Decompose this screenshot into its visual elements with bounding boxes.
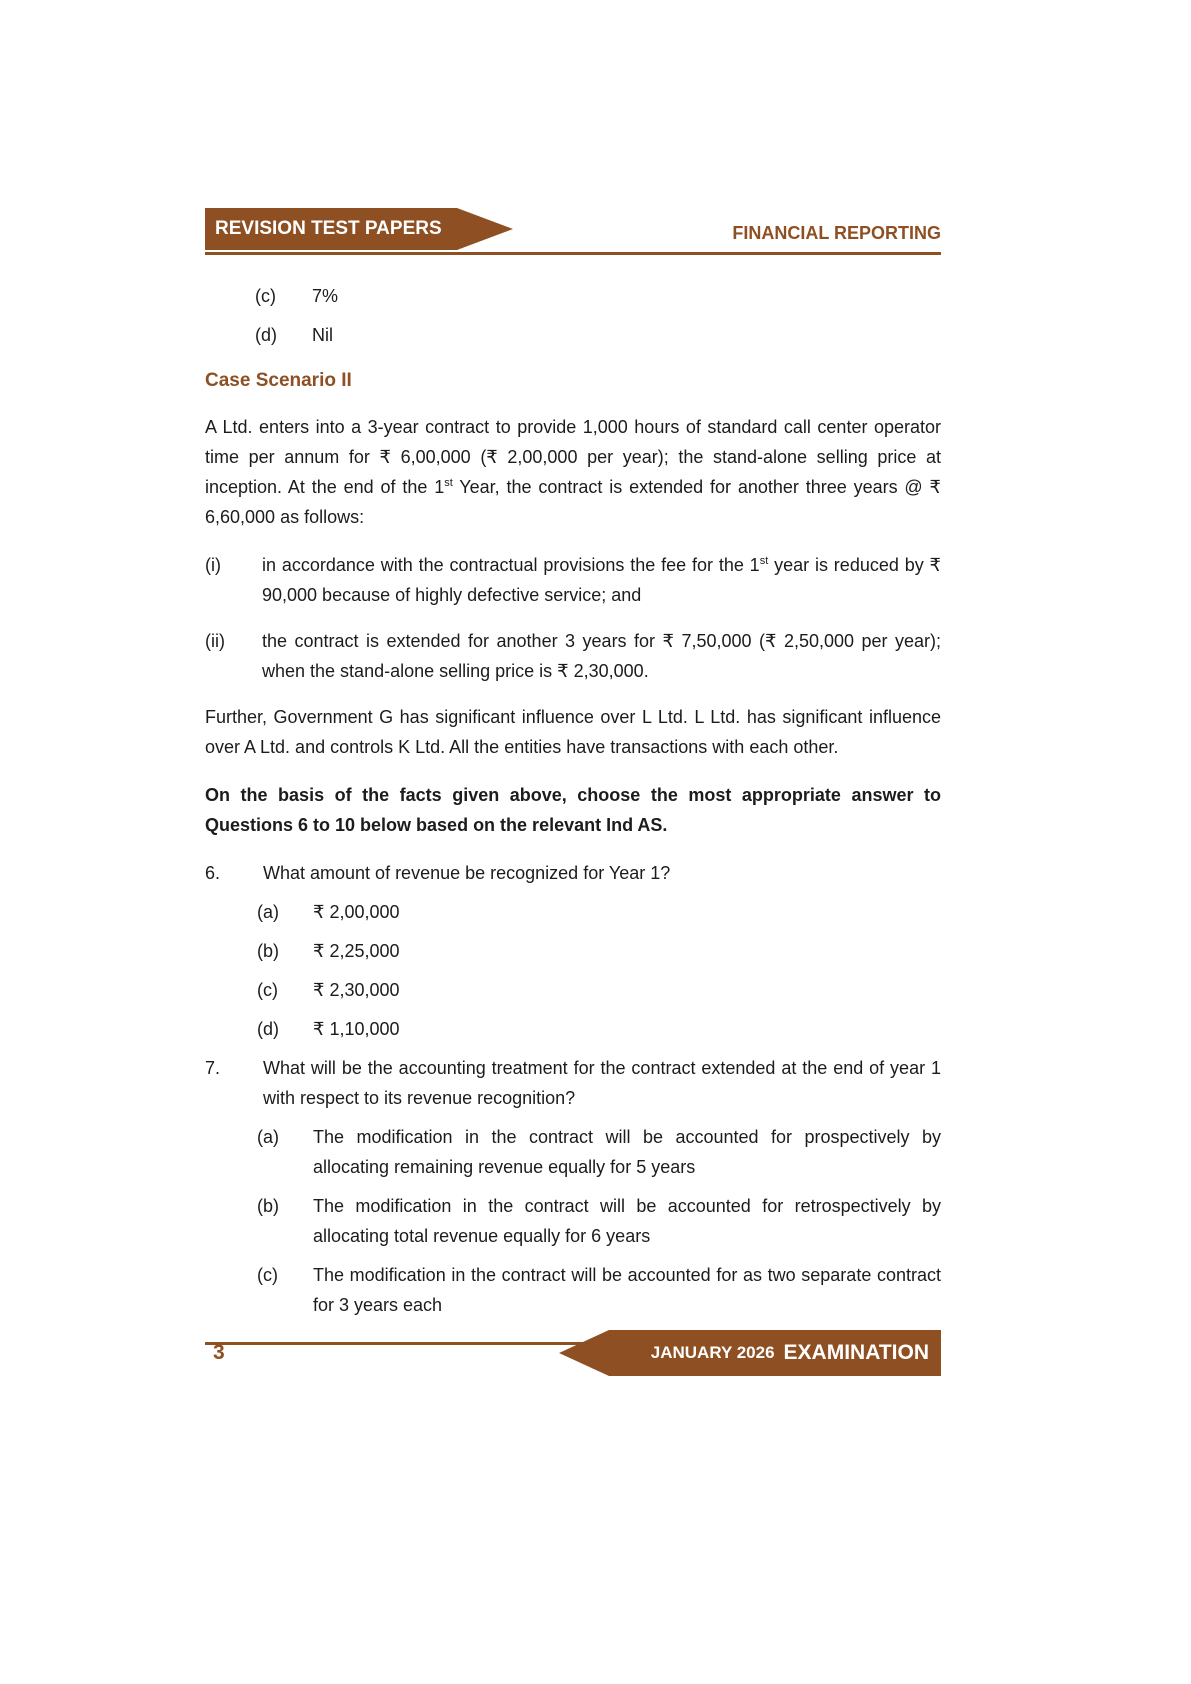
answer-option: [257, 975, 941, 1005]
scenario-intro-paragraph: [205, 412, 941, 532]
footer-banner: [559, 1330, 941, 1376]
answer-option-text: ₹ 1,10,000: [313, 1019, 400, 1039]
answer-option: [257, 1014, 941, 1044]
ordinal-suffix: st: [444, 477, 453, 489]
answer-option: [257, 897, 941, 927]
footer-banner-date: JANUARY 2026: [650, 1343, 775, 1362]
option-row: [255, 281, 941, 311]
header-rule: [205, 252, 941, 255]
answer-option-label: (b): [257, 1196, 279, 1216]
answer-option-label: (b): [257, 941, 279, 961]
item-label: (ii): [205, 631, 225, 651]
answer-option-text: The modification in the contract will be accounted for prospectively by allocating remaining revenue equally for 5 years: [313, 1127, 941, 1177]
item-text-2: year is reduced by ₹ 90,000 because of highly defective service; and: [262, 555, 942, 605]
question-text: What will be the accounting treatment for the contract extended at the end of year 1 with respect to its revenue recognition?: [263, 1058, 941, 1108]
ordinal-suffix: st: [759, 555, 769, 567]
footer-banner-title: EXAMINATION: [783, 1341, 929, 1364]
item-text-1: in accordance with the contractual provisions the fee for the 1: [262, 555, 760, 575]
option-row: [255, 320, 941, 350]
banner-arrow-left-icon: [559, 1330, 609, 1376]
answer-option: [257, 1122, 941, 1182]
answer-option-text: ₹ 2,30,000: [313, 980, 400, 1000]
page-content: [205, 208, 941, 1329]
page-header: [205, 208, 941, 250]
question-text: What amount of revenue be recognized for Year 1?: [263, 863, 671, 883]
scenario-item: [205, 626, 941, 686]
answer-option: [257, 936, 941, 966]
banner-arrow-right-icon: [457, 208, 513, 250]
section-heading: Case Scenario II: [205, 370, 352, 391]
header-banner: [205, 208, 457, 250]
scenario-further-paragraph: Further, Government G has significant influence over L Ltd. L Ltd. has significant influence over A Ltd. and controls K Ltd. All the entities have transactions with each other.: [205, 707, 941, 757]
answer-option-label: (d): [257, 1019, 279, 1039]
question-number: 6.: [205, 863, 221, 883]
option-text: Nil: [312, 325, 333, 345]
option-text: 7%: [312, 286, 339, 306]
item-label: (i): [205, 555, 221, 575]
answer-option-label: (c): [257, 1265, 278, 1285]
item-text: the contract is extended for another 3 years for ₹ 7,50,000 (₹ 2,50,000 per year); when the stand-alone selling price is ₹ 2,30,000.: [262, 631, 941, 681]
option-label: (c): [255, 286, 276, 306]
answer-option-text: The modification in the contract will be accounted for retrospectively by allocating total revenue equally for 6 years: [313, 1196, 941, 1246]
footer-banner-rect: [609, 1330, 941, 1376]
answer-option: [257, 1191, 941, 1251]
page-number: 3: [213, 1341, 225, 1364]
answer-option-label: (c): [257, 980, 278, 1000]
question: [205, 1053, 941, 1113]
page-footer: [205, 1330, 941, 1376]
answer-option-text: ₹ 2,00,000: [313, 902, 400, 922]
instruction-paragraph: On the basis of the facts given above, choose the most appropriate answer to Questions 6 to 10 below based on the relevant Ind AS.: [205, 785, 941, 835]
answer-option-text: The modification in the contract will be accounted for as two separate contract for 3 years each: [313, 1265, 941, 1315]
question-number: 7.: [205, 1058, 221, 1078]
item-text: [262, 550, 941, 610]
question: [205, 858, 941, 888]
answer-option-label: (a): [257, 1127, 279, 1147]
intro-text-2: Year, the contract is extended for another three years @ ₹ 6,60,000 as follows:: [205, 477, 941, 527]
answer-option-text: ₹ 2,25,000: [313, 941, 400, 961]
header-subject: FINANCIAL REPORTING: [732, 223, 941, 243]
header-banner-label: REVISION TEST PAPERS: [215, 218, 442, 239]
answer-option: [257, 1260, 941, 1320]
scenario-item: [205, 550, 941, 610]
answer-option-label: (a): [257, 902, 279, 922]
option-label: (d): [255, 325, 277, 345]
intro-text-1: A Ltd. enters into a 3-year contract to provide 1,000 hours of standard call center operator time per annum for ₹ 6,00,000 (₹ 2,00,000 per year); the stand-alone selling price at inception. At the end of the 1: [205, 417, 941, 497]
